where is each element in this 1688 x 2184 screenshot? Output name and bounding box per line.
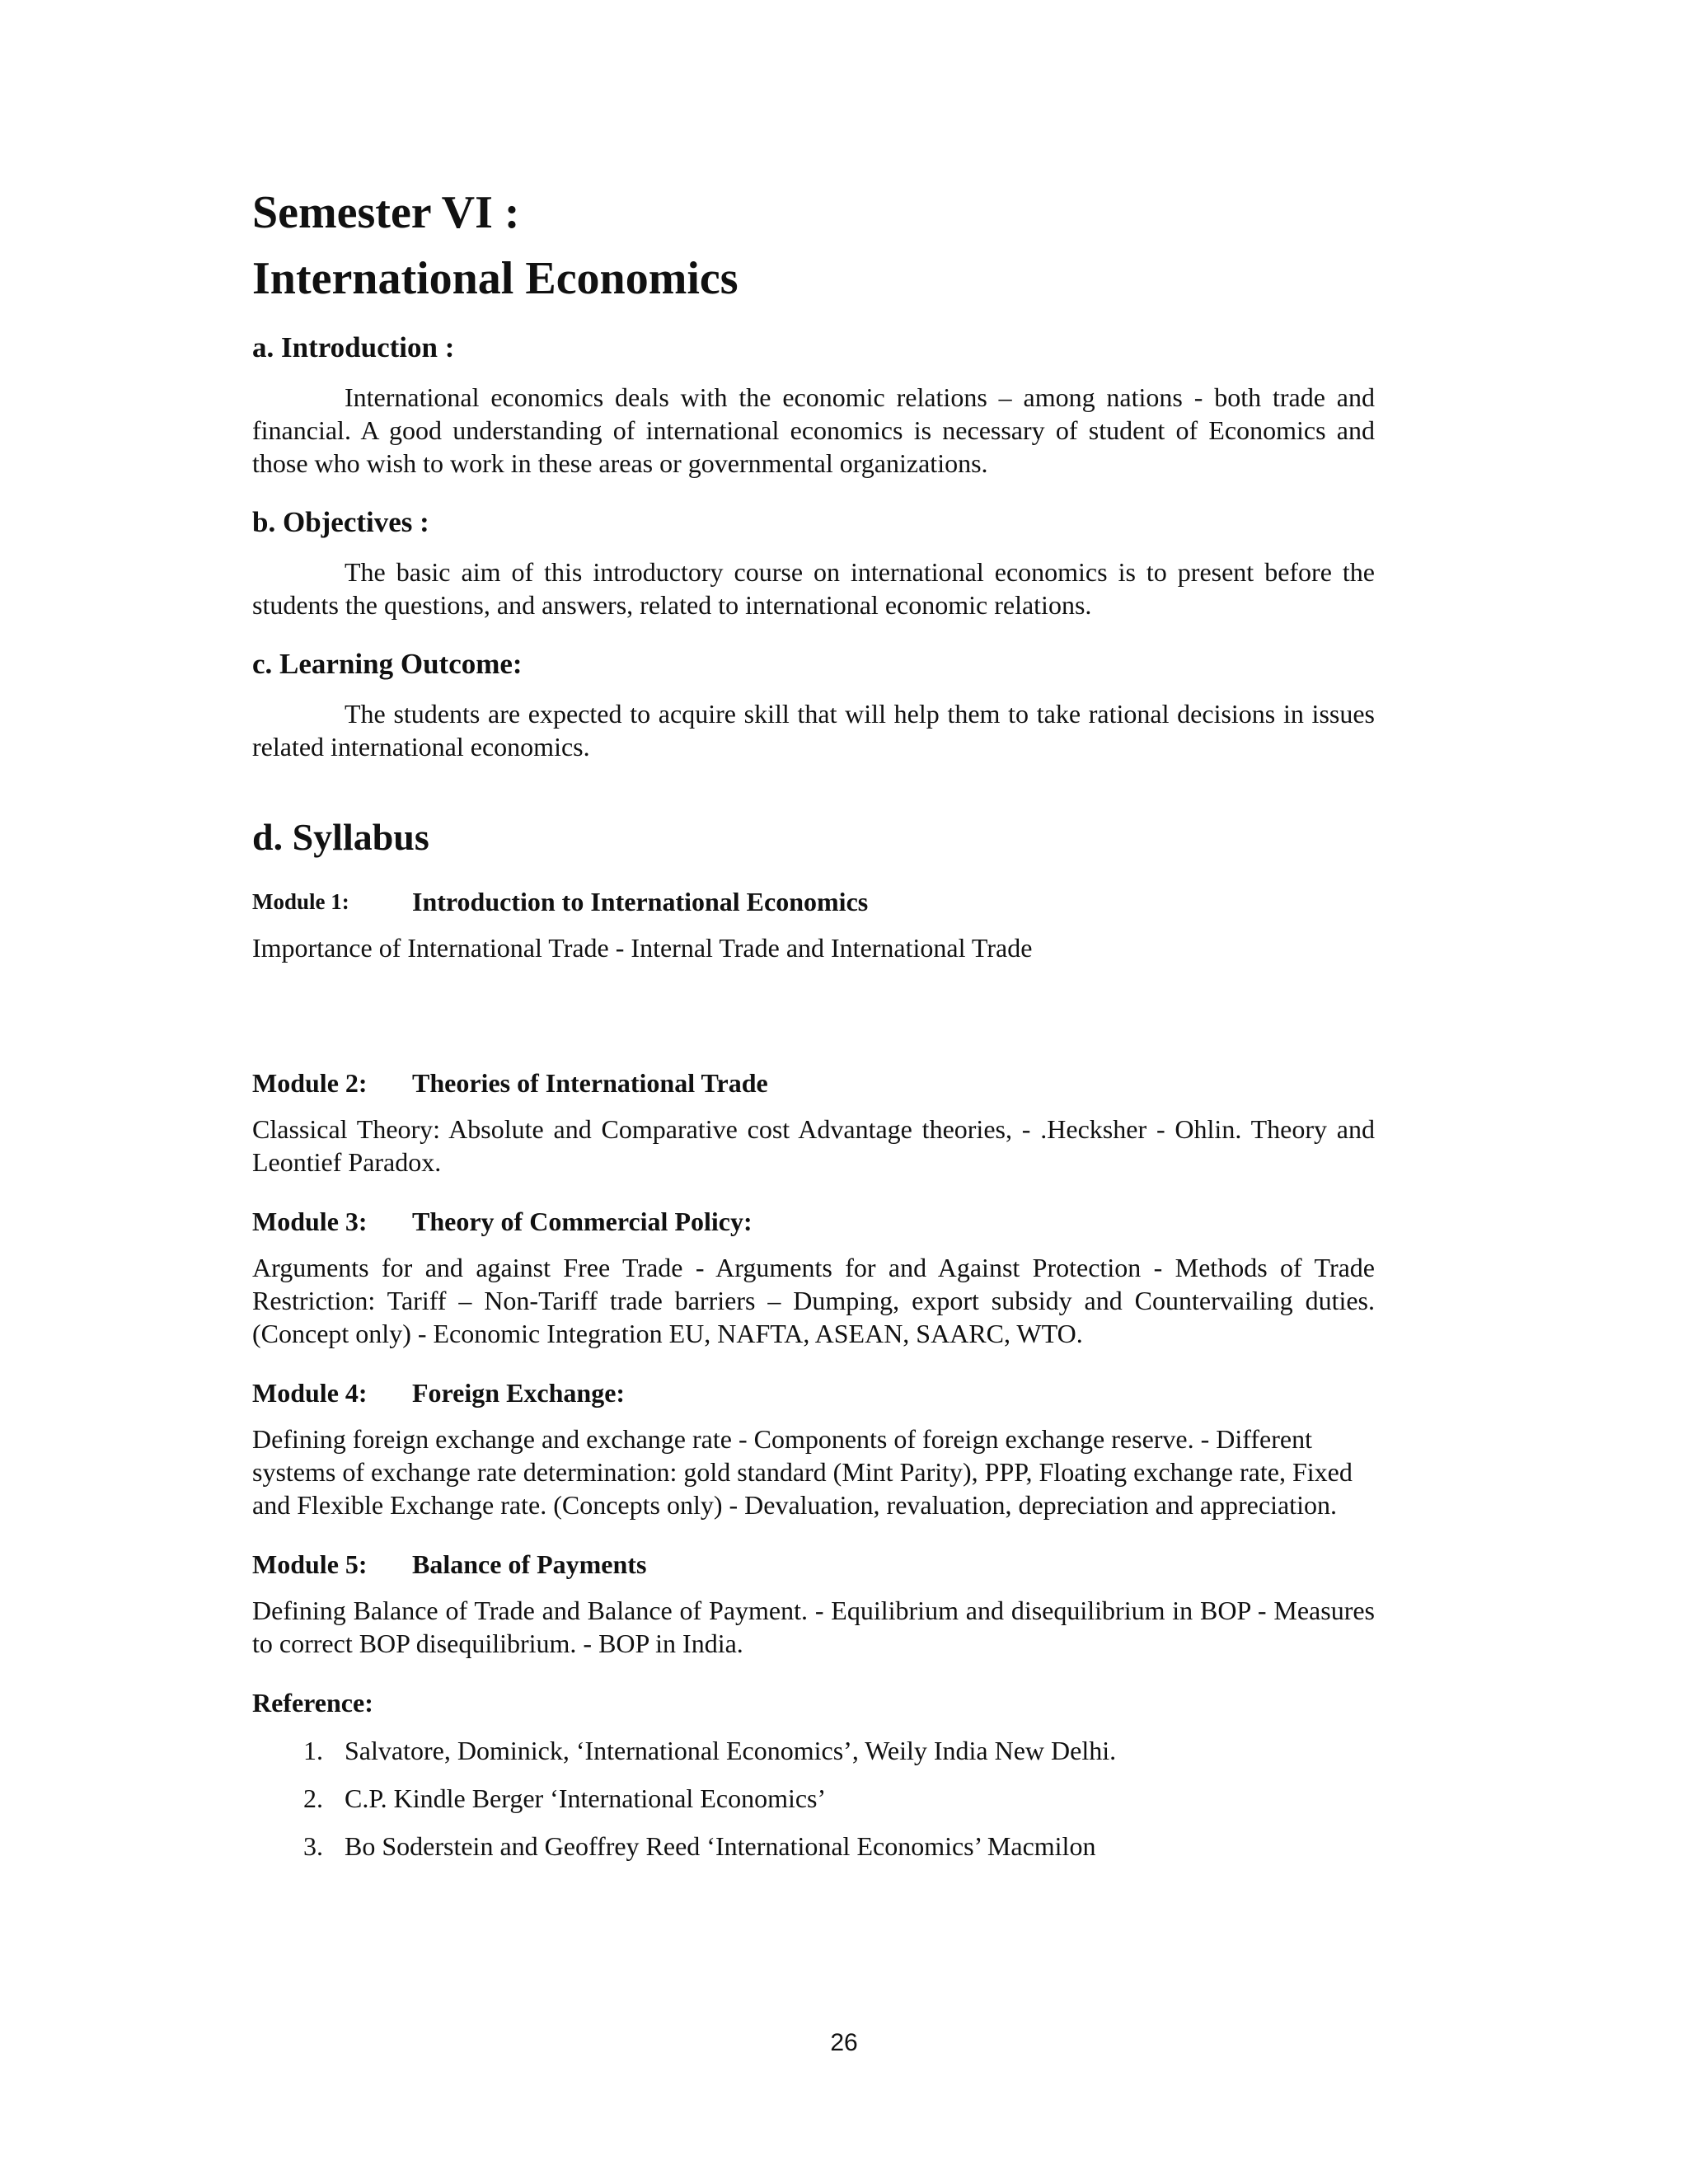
module-label: Module 2: <box>252 1068 368 1098</box>
reference-list <box>252 1732 1375 1864</box>
introduction-heading: a. Introduction : <box>252 331 455 363</box>
course-title: International Economics <box>252 253 738 304</box>
module-heading <box>252 1375 1375 1411</box>
page-number: 26 <box>830 2029 858 2056</box>
module-title: Theories of International Trade <box>412 1068 768 1098</box>
module-text: Importance of International Trade - Internal Trade and International Trade <box>252 933 1033 963</box>
reference-text: Bo Soderstein and Geoffrey Reed ‘International Economics’ Macmilon <box>345 1831 1096 1861</box>
module-label: Module 1: <box>252 889 349 914</box>
semester-title: Semester VI : <box>252 187 520 238</box>
learning-outcome-heading: c. Learning Outcome: <box>252 648 523 680</box>
module-1 <box>252 883 1375 964</box>
objectives-heading: b. Objectives : <box>252 506 429 538</box>
module-5 <box>252 1546 1375 1660</box>
module-heading <box>252 883 1375 920</box>
learning-outcome-text: The students are expected to acquire skill that will help them to take rational decisions in issues related international economics. <box>252 699 1375 762</box>
module-label: Module 4: <box>252 1378 368 1408</box>
module-text: Arguments for and against Free Trade - Arguments for and Against Protection - Methods of Trade Restriction: Tariff – Non-Tariff trade barriers – Dumping, export subsidy and Countervailing duties. (Concept only) - Economic Integration EU, NAFTA, ASEAN, SAARC, WTO. <box>252 1253 1375 1348</box>
module-title: Introduction to International Economics <box>412 887 869 916</box>
reference-text: Salvatore, Dominick, ‘International Economics’, Weily India New Delhi. <box>345 1736 1117 1765</box>
list-item <box>252 1732 1375 1769</box>
module-title: Theory of Commercial Policy: <box>412 1207 753 1236</box>
list-item <box>252 1780 1375 1816</box>
module-title: Balance of Payments <box>412 1549 647 1579</box>
module-4 <box>252 1375 1375 1521</box>
reference-number: 2. <box>303 1783 323 1813</box>
document-page <box>252 180 1375 1876</box>
module-label: Module 3: <box>252 1207 368 1236</box>
reference-heading: Reference: <box>252 1688 373 1718</box>
introduction-text: International economics deals with the economic relations – among nations - both trade and financial. A good understanding of international economics is necessary of student of Economics and those who wish to work in these areas or governmental organizations. <box>252 382 1375 478</box>
reference-number: 1. <box>303 1736 323 1765</box>
list-item <box>252 1828 1375 1864</box>
module-title: Foreign Exchange: <box>412 1378 626 1408</box>
module-text: Defining foreign exchange and exchange rate - Components of foreign exchange reserve. - Different systems of exchange rate determination: gold standard (Mint Parity), PPP, Floating exchange rate, Fixed and Flexible Exchange rate. (Concepts only) - Devaluation, revaluation, depreciation and appreciation. <box>252 1424 1353 1520</box>
module-heading <box>252 1203 1375 1240</box>
objectives-text: The basic aim of this introductory course on international economics is to present before the students the questions, and answers, related to international economic relations. <box>252 557 1375 620</box>
module-heading <box>252 1546 1375 1582</box>
module-heading <box>252 1065 1375 1101</box>
module-3 <box>252 1203 1375 1350</box>
module-2 <box>252 1065 1375 1179</box>
reference-number: 3. <box>303 1831 323 1861</box>
module-text: Defining Balance of Trade and Balance of Payment. - Equilibrium and disequilibrium in BOP - Measures to correct BOP disequilibrium. - BOP in India. <box>252 1596 1375 1658</box>
module-label: Module 5: <box>252 1549 368 1579</box>
syllabus-heading: d. Syllabus <box>252 816 429 858</box>
spacer <box>252 989 1375 1065</box>
reference-text: C.P. Kindle Berger ‘International Economics’ <box>345 1783 827 1813</box>
module-text: Classical Theory: Absolute and Comparative cost Advantage theories, - .Hecksher - Ohlin. Theory and Leontief Paradox. <box>252 1114 1375 1177</box>
